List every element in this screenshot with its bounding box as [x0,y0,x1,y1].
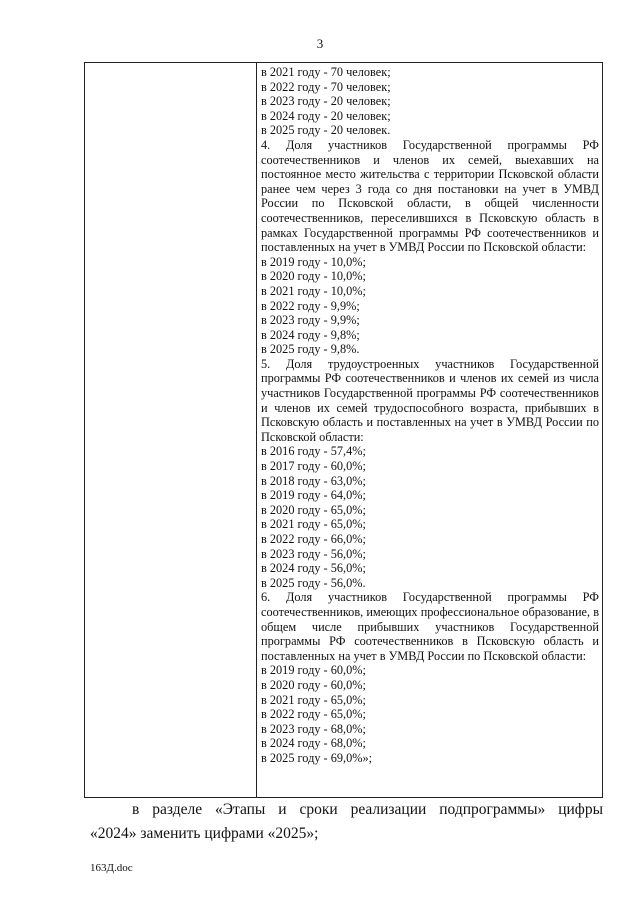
table-right-cell [257,63,602,797]
list-item: в 2022 году - 70 человек; [261,79,391,94]
list-item: в 2024 году - 68,0%; [261,736,366,751]
list-item: в 2020 году - 65,0%; [261,502,366,517]
amendment-line-1: в разделе «Этапы и сроки реализации подпрограммы» цифры [132,801,603,818]
list-item: в 2021 году - 65,0%; [261,517,366,532]
amendment-paragraph [90,798,603,846]
list-item: в 2020 году - 10,0%; [261,269,366,284]
list-item: в 2025 году - 56,0%. [261,575,366,590]
list-item: в 2016 году - 57,4%; [261,444,366,459]
list-item: в 2020 году - 60,0%; [261,677,366,692]
list-item: в 2023 году - 9,9%; [261,313,360,328]
amendment-line-2: «2024» заменить цифрами «2025»; [90,825,319,842]
list-item: в 2024 году - 9,8%; [261,327,360,342]
list-item: в 2021 году - 10,0%; [261,283,366,298]
file-name-footer: 163Д.doc [90,862,133,874]
indicator-4-text: 4. Доля участников Государственной программы РФ соотечественников и членов их семей, выехавших на постоянное место жительства с территории Псковской области ранее чем через 3 года со дня постановки на учет в УМВД России по Псковской области, в общей численности соотечественников, переселившихся в Псковскую область в рамках Государственной программы РФ соотечественников и поставленных на учет в УМВД России по Псковской области: [261,137,599,255]
list-item: в 2019 году - 64,0%; [261,488,366,503]
list-item: в 2018 году - 63,0%; [261,473,366,488]
list-item: в 2019 году - 10,0%; [261,254,366,269]
document-table [84,62,603,798]
list-item: в 2025 году - 69,0%»; [261,750,373,765]
page-number: 3 [316,36,324,51]
list-item: в 2021 году - 65,0%; [261,692,366,707]
list-item: в 2023 году - 20 человек; [261,94,391,109]
list-item: в 2025 году - 20 человек. [261,123,391,138]
list-item: в 2024 году - 56,0%; [261,561,366,576]
list-item: в 2024 году - 20 человек; [261,108,391,123]
list-item: в 2025 году - 9,8%. [261,342,360,357]
list-item: в 2023 году - 68,0%; [261,721,366,736]
list-item: в 2019 году - 60,0%; [261,663,366,678]
list-item: в 2021 году - 70 человек; [261,65,391,79]
indicator-5-text: 5. Доля трудоустроенных участников Государственной программы РФ соотечественников и членов их семей из числа участников Государственной программы РФ соотечественников и членов их семей трудоспособного возраста, прибывших в Псковскую область и поставленных на учет в УМВД России по Псковской области: [261,356,599,444]
list-item: в 2022 году - 65,0%; [261,707,366,722]
list-item: в 2022 году - 9,9%; [261,298,360,313]
list-item: в 2022 году - 66,0%; [261,532,366,546]
table-left-cell [85,63,257,797]
indicator-6-text: 6. Доля участников Государственной программы РФ соотечественников, имеющих профессиональное образование, в общем числе прибывших участников Государственной программы РФ соотечественников в Псковскую область и поставленных на учет в УМВД России по Псковской области: [261,590,599,663]
list-item: в 2017 году - 60,0%; [261,459,366,474]
list-item: в 2023 году - 56,0%; [261,546,366,561]
